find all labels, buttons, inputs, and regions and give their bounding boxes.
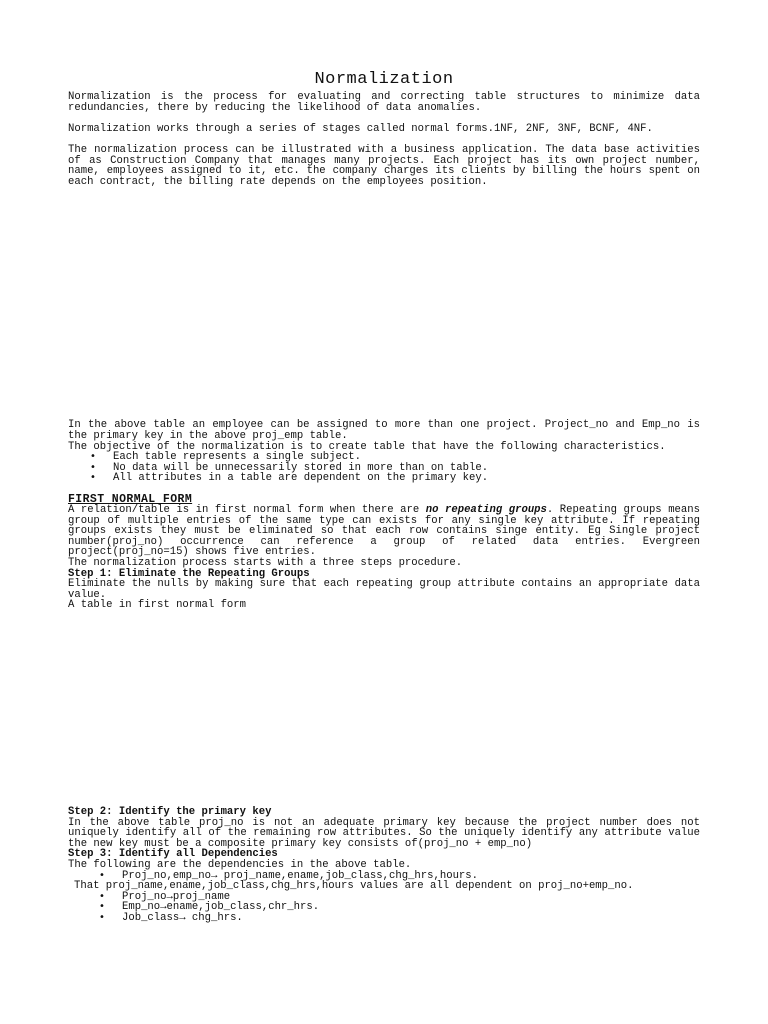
after-table-paragraph-2: The objective of the normalization is to create table that have the following characteristics. xyxy=(68,440,666,453)
step-2-heading: Step 2: Identify the primary key xyxy=(68,806,272,819)
characteristics-list xyxy=(68,452,700,484)
first-nf-text-end: . Repeating groups means group of multiple entries of the same type can exists for any single key attribute. If repeating groups exists they must be eliminated so that each row contains singe entity. Eg Single project number(proj_no) occurrence can reference a group of related data entries. Evergreen project(proj_no=15) shows five entries. xyxy=(68,504,700,559)
dependency-explanation: That proj_name,ename,job_class,chg_hrs,hours values are all dependent on proj_no+emp_no. xyxy=(74,880,634,893)
step-3-text: The following are the dependencies in the above table. xyxy=(68,859,412,871)
list-item: • Job_class→ chg_hrs. xyxy=(68,913,700,924)
dependency-list-2 xyxy=(68,892,700,924)
list-item: • No data will be unnecessarily stored in more than on table. xyxy=(68,463,700,474)
step-1-caption: A table in first normal form xyxy=(68,599,247,612)
first-nf-paragraph xyxy=(68,505,700,558)
list-item: • Emp_no→ename,job_class,chr_hrs. xyxy=(68,902,700,913)
after-table-paragraph-1: In the above table an employee can be assigned to more than one project. Project_no and Emp_no is the primary key in the above proj_emp table. xyxy=(68,419,700,442)
procedure-intro: The normalization process starts with a three steps procedure. xyxy=(68,557,463,570)
step-3-heading: Step 3: Identify all Dependencies xyxy=(68,848,278,861)
page-title: Normalization xyxy=(314,70,454,89)
first-normal-form-heading: FIRST NORMAL FORM xyxy=(68,492,193,506)
document-page xyxy=(68,70,700,924)
first-normal-form-table-placeholder xyxy=(68,611,700,807)
intro-paragraph-2: Normalization works through a series of stages called normal forms.1NF, 2NF, 3NF, BCNF, 4NF. xyxy=(68,122,653,135)
step-1-heading: Step 1: Eliminate the Repeating Groups xyxy=(68,567,310,580)
list-item: • Proj_no,emp_no→ proj_name,ename,job_class,chg_hrs,hours. xyxy=(68,871,700,882)
no-repeating-groups-emphasis: no repeating groups xyxy=(425,504,547,517)
intro-paragraph-1: Normalization is the process for evaluating and correcting table structures to minimize data redundancies, there by reducing the likelihood of data anomalies. xyxy=(68,91,700,114)
step-2-text: In the above table proj_no is not an adequate primary key because the project number does not uniquely identify all of the remaining row attributes. So the uniquely identify any attribute value the new key must be a composite primary key consists of(proj_no + emp_no) xyxy=(68,816,700,850)
step-1-text: Eliminate the nulls by making sure that each repeating group attribute contains an appropriate data value. xyxy=(68,578,700,601)
list-item: • Proj_no→proj_name xyxy=(68,892,700,903)
table-image-placeholder xyxy=(68,187,700,420)
dependency-list-1 xyxy=(68,871,700,882)
list-item: • All attributes in a table are dependent on the primary key. xyxy=(68,473,700,484)
first-nf-text-start: A relation/table is in first normal form when there are xyxy=(68,504,426,517)
intro-paragraph-3: The normalization process can be illustrated with a business application. The data base activities of as Construction Company that manages many projects. Each project has its own project number, name, employees assigned to it, etc. the company charges its clients by billing the hours spent on each contract, the billing rate depends on the employees position. xyxy=(68,143,700,188)
list-item: • Each table represents a single subject. xyxy=(68,452,700,463)
